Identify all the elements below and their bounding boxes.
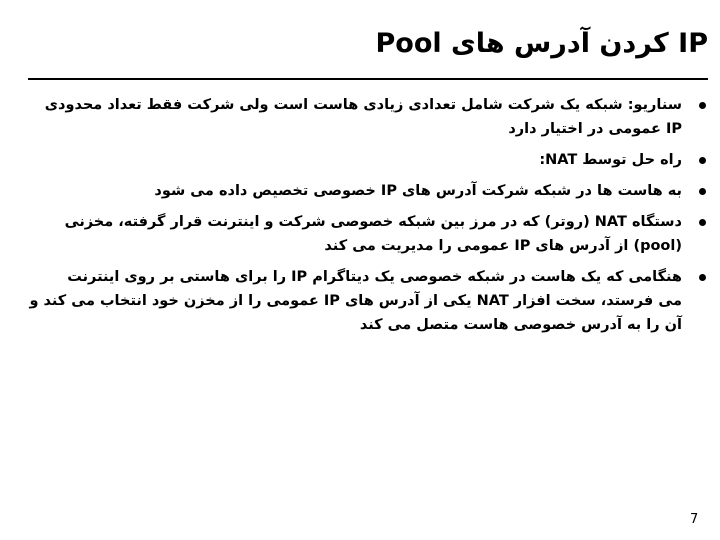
bullet-line: سناریو: شبکه یک شرکت شامل تعدادی زیادی هاست است ولی شرکت فقط تعداد محدودی xyxy=(44,97,682,113)
bullet-line: (pool) از آدرس های IP عمومی را مدیریت می کند xyxy=(324,238,682,254)
bullet-line: IP عمومی در اختیار دارد xyxy=(508,121,682,137)
bullet-line: راه حل توسط NAT: xyxy=(539,152,682,168)
bullet-text xyxy=(22,179,682,203)
bullet-dot-icon xyxy=(699,188,706,195)
bullet-line: دستگاه NAT (روتر) که در مرز بین شبکه خصوصی شرکت و اینترنت قرار گرفته، مخزنی xyxy=(64,214,682,230)
bullet-item xyxy=(22,210,708,258)
page-number: 7 xyxy=(690,512,699,527)
bullet-line: آن را به آدرس خصوصی هاست متصل می کند xyxy=(359,317,682,333)
bullet-text xyxy=(22,93,682,141)
bullet-text xyxy=(22,148,682,172)
bullet-text xyxy=(22,210,682,258)
bullet-item xyxy=(22,93,708,141)
bullet-item xyxy=(22,179,708,203)
bullet-dot-icon xyxy=(699,102,706,109)
bullet-dot-icon xyxy=(699,274,706,281)
bullet-dot-icon xyxy=(699,219,706,226)
slide-title: Pool کردن آدرس های IP xyxy=(375,28,708,59)
bullet-line: می فرستد، سخت افزار NAT یکی از آدرس های IP عمومی را از مخزن خود انتخاب می کند و xyxy=(29,293,682,309)
bullet-list xyxy=(22,93,708,344)
bullet-item xyxy=(22,148,708,172)
bullet-line: هنگامی که یک هاست در شبکه خصوصی یک دیتاگرام IP را برای هاستی بر روی اینترنت xyxy=(67,269,682,285)
bullet-line: به هاست ها در شبکه شرکت آدرس های IP خصوصی تخصیص داده می شود xyxy=(154,183,682,199)
bullet-text xyxy=(22,265,682,337)
title-divider xyxy=(28,78,708,80)
bullet-dot-icon xyxy=(699,157,706,164)
bullet-item xyxy=(22,265,708,337)
